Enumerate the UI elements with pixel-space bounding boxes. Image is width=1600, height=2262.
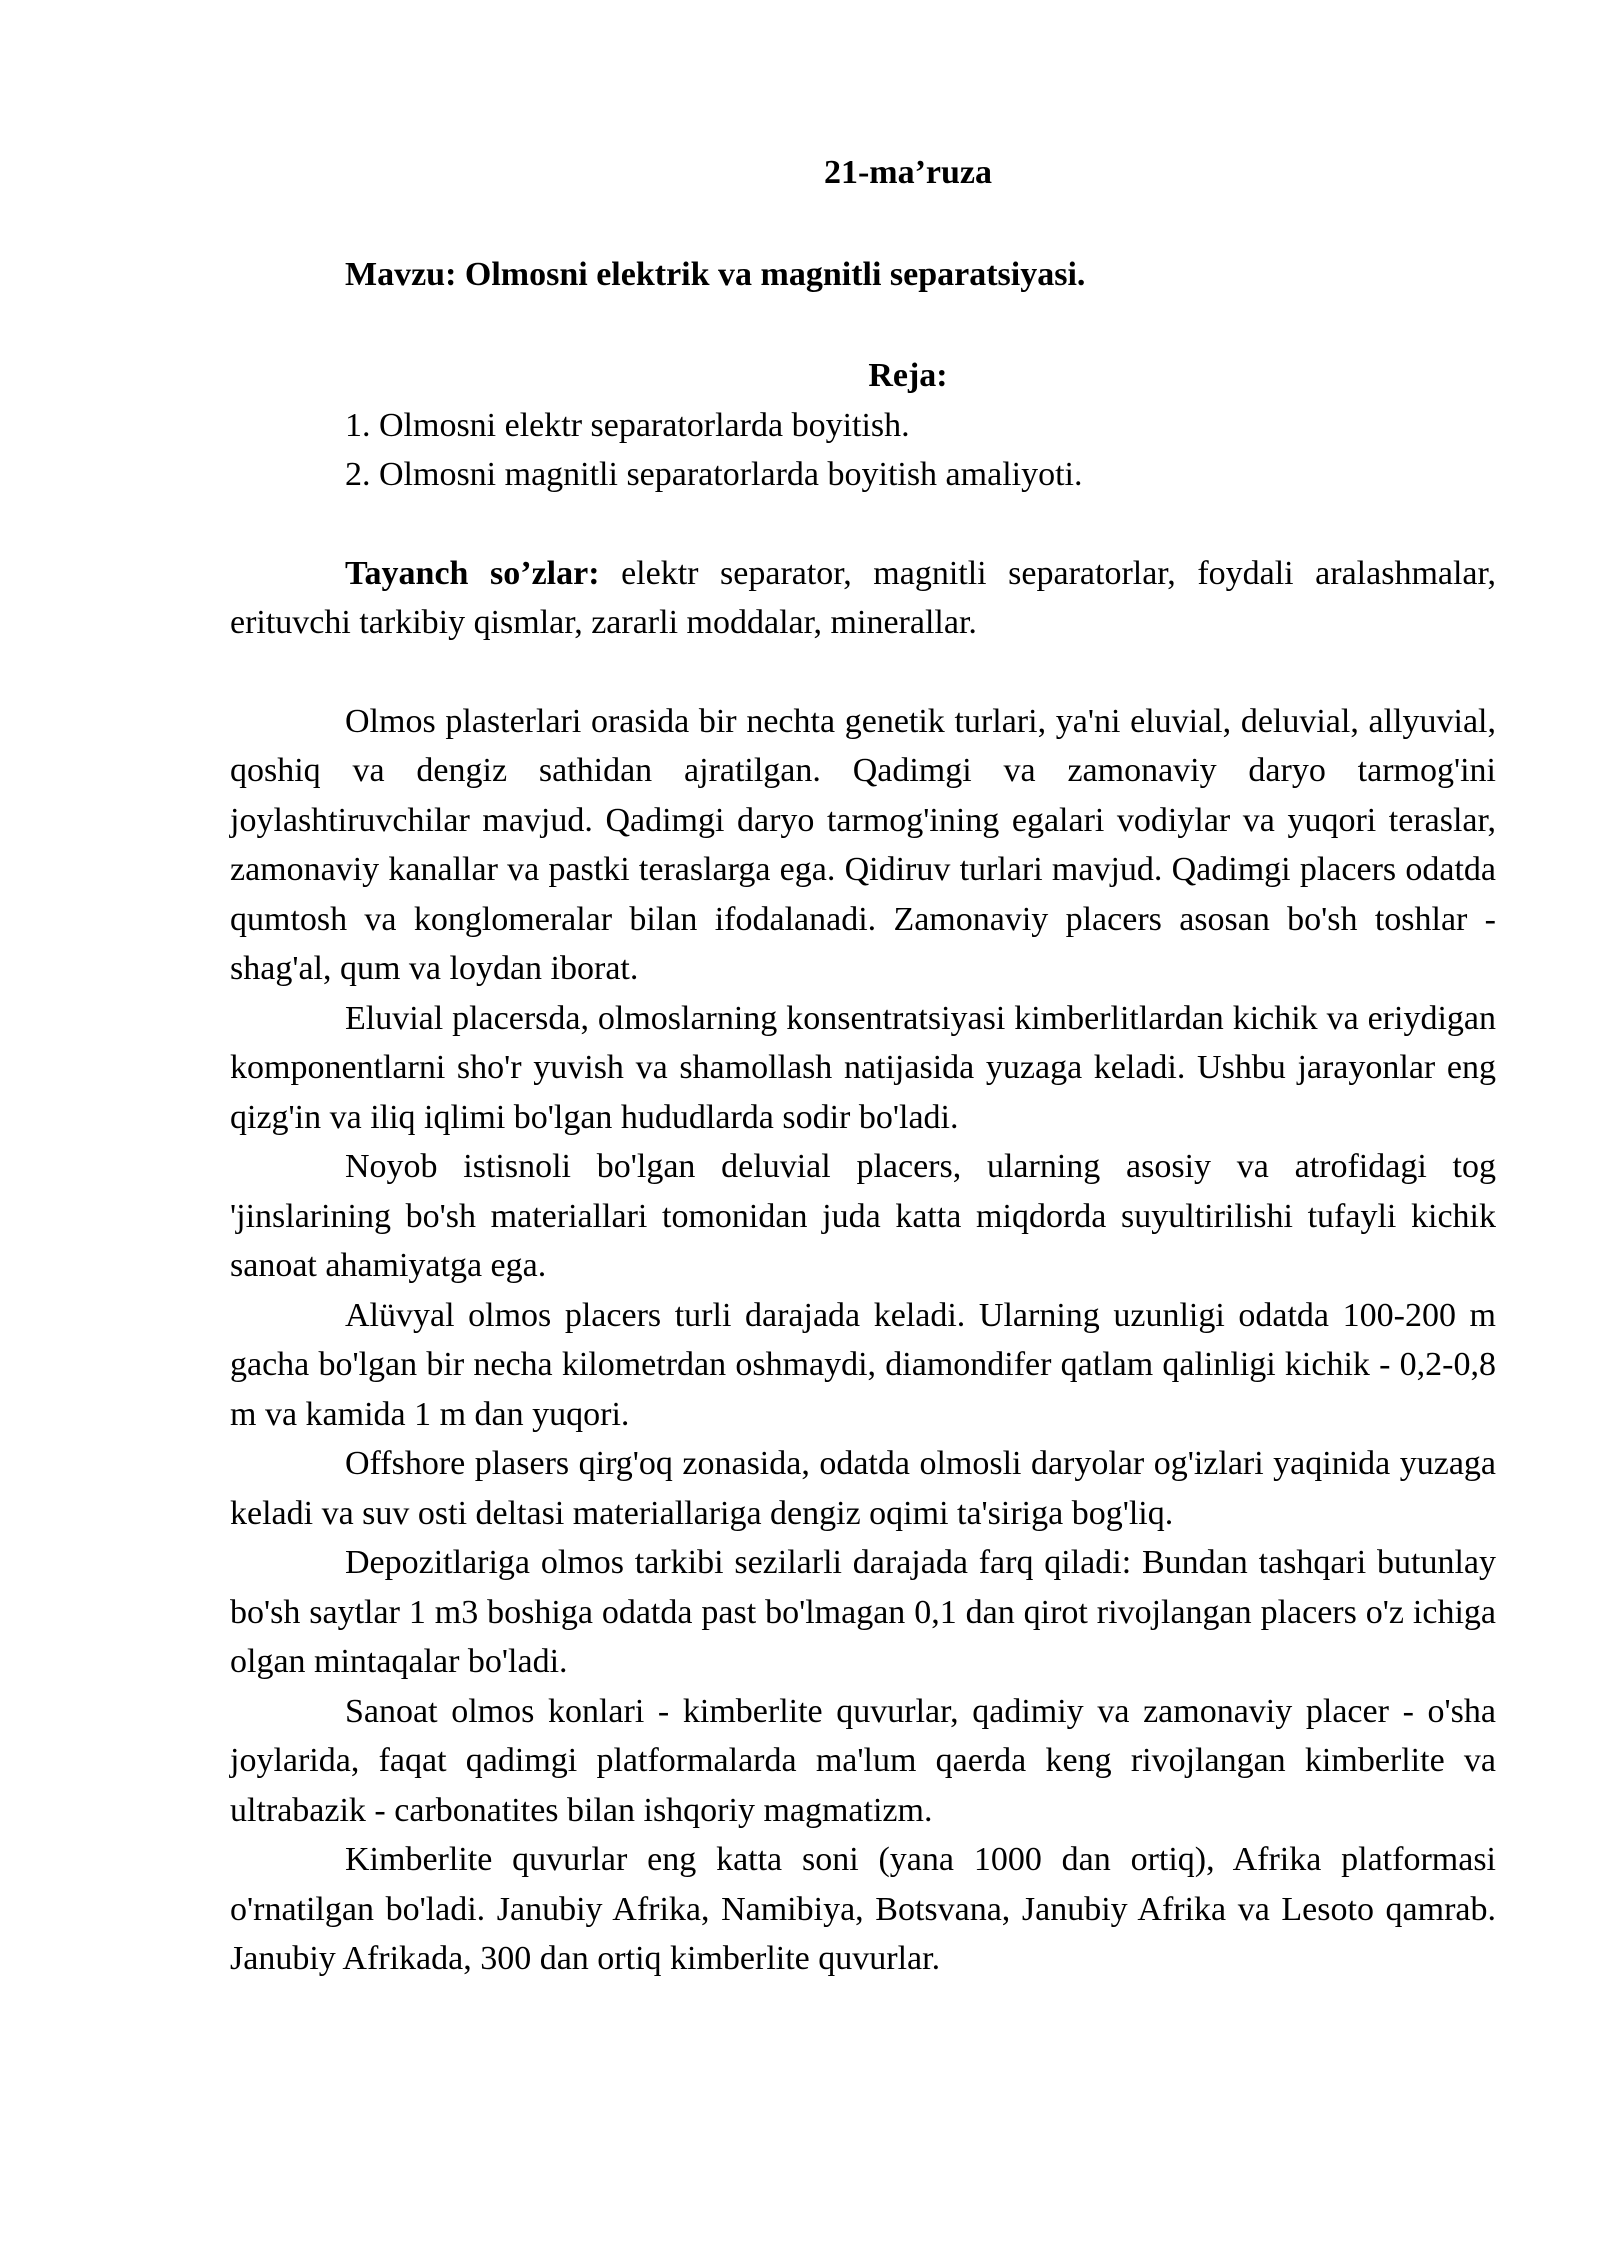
body-paragraph: Depozitlariga olmos tarkibi sezilarli darajada farq qiladi: Bundan tashqari butunlay bo'sh saytlar 1 m3 boshiga odatda past bo'lmagan 0,1 dan qirot rivojlangan placers o'z ichiga olgan mintaqalar bo'ladi. — [230, 1544, 1496, 1680]
body-text — [230, 697, 1496, 1984]
document-body — [230, 148, 1496, 1984]
plan-heading: Reja: — [868, 357, 948, 394]
body-paragraph: Eluvial placersda, olmoslarning konsentratsiyasi kimberlitlardan kichik va eriydigan komponentlarni sho'r yuvish va shamollash natijasida yuzaga keladi. Ushbu jarayonlar eng qizg'in va iliq iqlimi bo'lgan hududlarda sodir bo'ladi. — [230, 999, 1496, 1136]
topic-heading: Mavzu: Olmosni elektrik va magnitli separatsiyasi. — [345, 255, 1086, 293]
body-paragraph: Sanoat olmos konlari - kimberlite quvurlar, qadimiy va zamonaviy placer - o'sha joylarida, faqat qadimgi platformalarda ma'lum qaerda keng rivojlangan kimberlite va ultrabazik - carbonatites bilan ishqoriy magmatizm. — [230, 1692, 1496, 1829]
plan-item: 2. Olmosni magnitli separatorlarda boyitish amaliyoti. — [345, 456, 1083, 493]
lecture-number-heading: 21-ma’ruza — [823, 154, 993, 191]
keywords-label: Tayanch so’zlar: — [345, 554, 600, 592]
body-paragraph: Olmos plasterlari orasida bir nechta genetik turlari, ya'ni eluvial, deluvial, allyuvial, qoshiq va dengiz sathidan ajratilgan. Qadimgi va zamonaviy daryo tarmog'ini joylashtiruvchilar mavjud. Qadimgi daryo tarmog'ining egalari vodiylar va yuqori teraslar, zamonaviy kanallar va pastki teraslarga ega. Qidiruv turlari mavjud. Qadimgi placers odatda qumtosh va konglomeralar bilan ifodalanadi. Zamonaviy placers asosan bo'sh toshlar - shag'al, qum va loydan iborat. — [230, 702, 1496, 987]
keywords-paragraph — [230, 549, 1496, 648]
body-paragraph: Alüvyal olmos placers turli darajada keladi. Ularning uzunligi odatda 100-200 m gacha bo'lgan bir necha kilometrdan oshmaydi, diamondifer qatlam qalinligi kichik - 0,2-0,8 m va kamida 1 m dan yuqori. — [230, 1296, 1496, 1433]
plan-item: 1. Olmosni elektr separatorlarda boyitish. — [345, 406, 910, 444]
body-paragraph: Offshore plasers qirg'oq zonasida, odatda olmosli daryolar og'izlari yaqinida yuzaga keladi va suv osti deltasi materiallariga dengiz oqimi ta'siriga bog'liq. — [230, 1445, 1496, 1532]
plan-list — [230, 401, 1496, 500]
body-paragraph: Kimberlite quvurlar eng katta soni (yana 1000 dan ortiq), Afrika platformasi o'rnatilgan bo'ladi. Janubiy Afrika, Namibiya, Botsvana, Janubiy Afrika va Lesoto qamrab. Janubiy Afrikada, 300 dan ortiq kimberlite quvurlar. — [230, 1841, 1496, 1977]
keywords-text: elektr separator, magnitli separatorlar, foydali aralashmalar, erituvchi tarkibiy qismlar, zararli moddalar, minerallar. — [230, 554, 1496, 641]
body-paragraph: Noyob istisnoli bo'lgan deluvial placers, ularning asosiy va atrofidagi tog 'jinslarining bo'sh materiallari tomonidan juda katta miqdorda suyultirilishi tufayli kichik sanoat ahamiyatga ega. — [230, 1148, 1496, 1284]
